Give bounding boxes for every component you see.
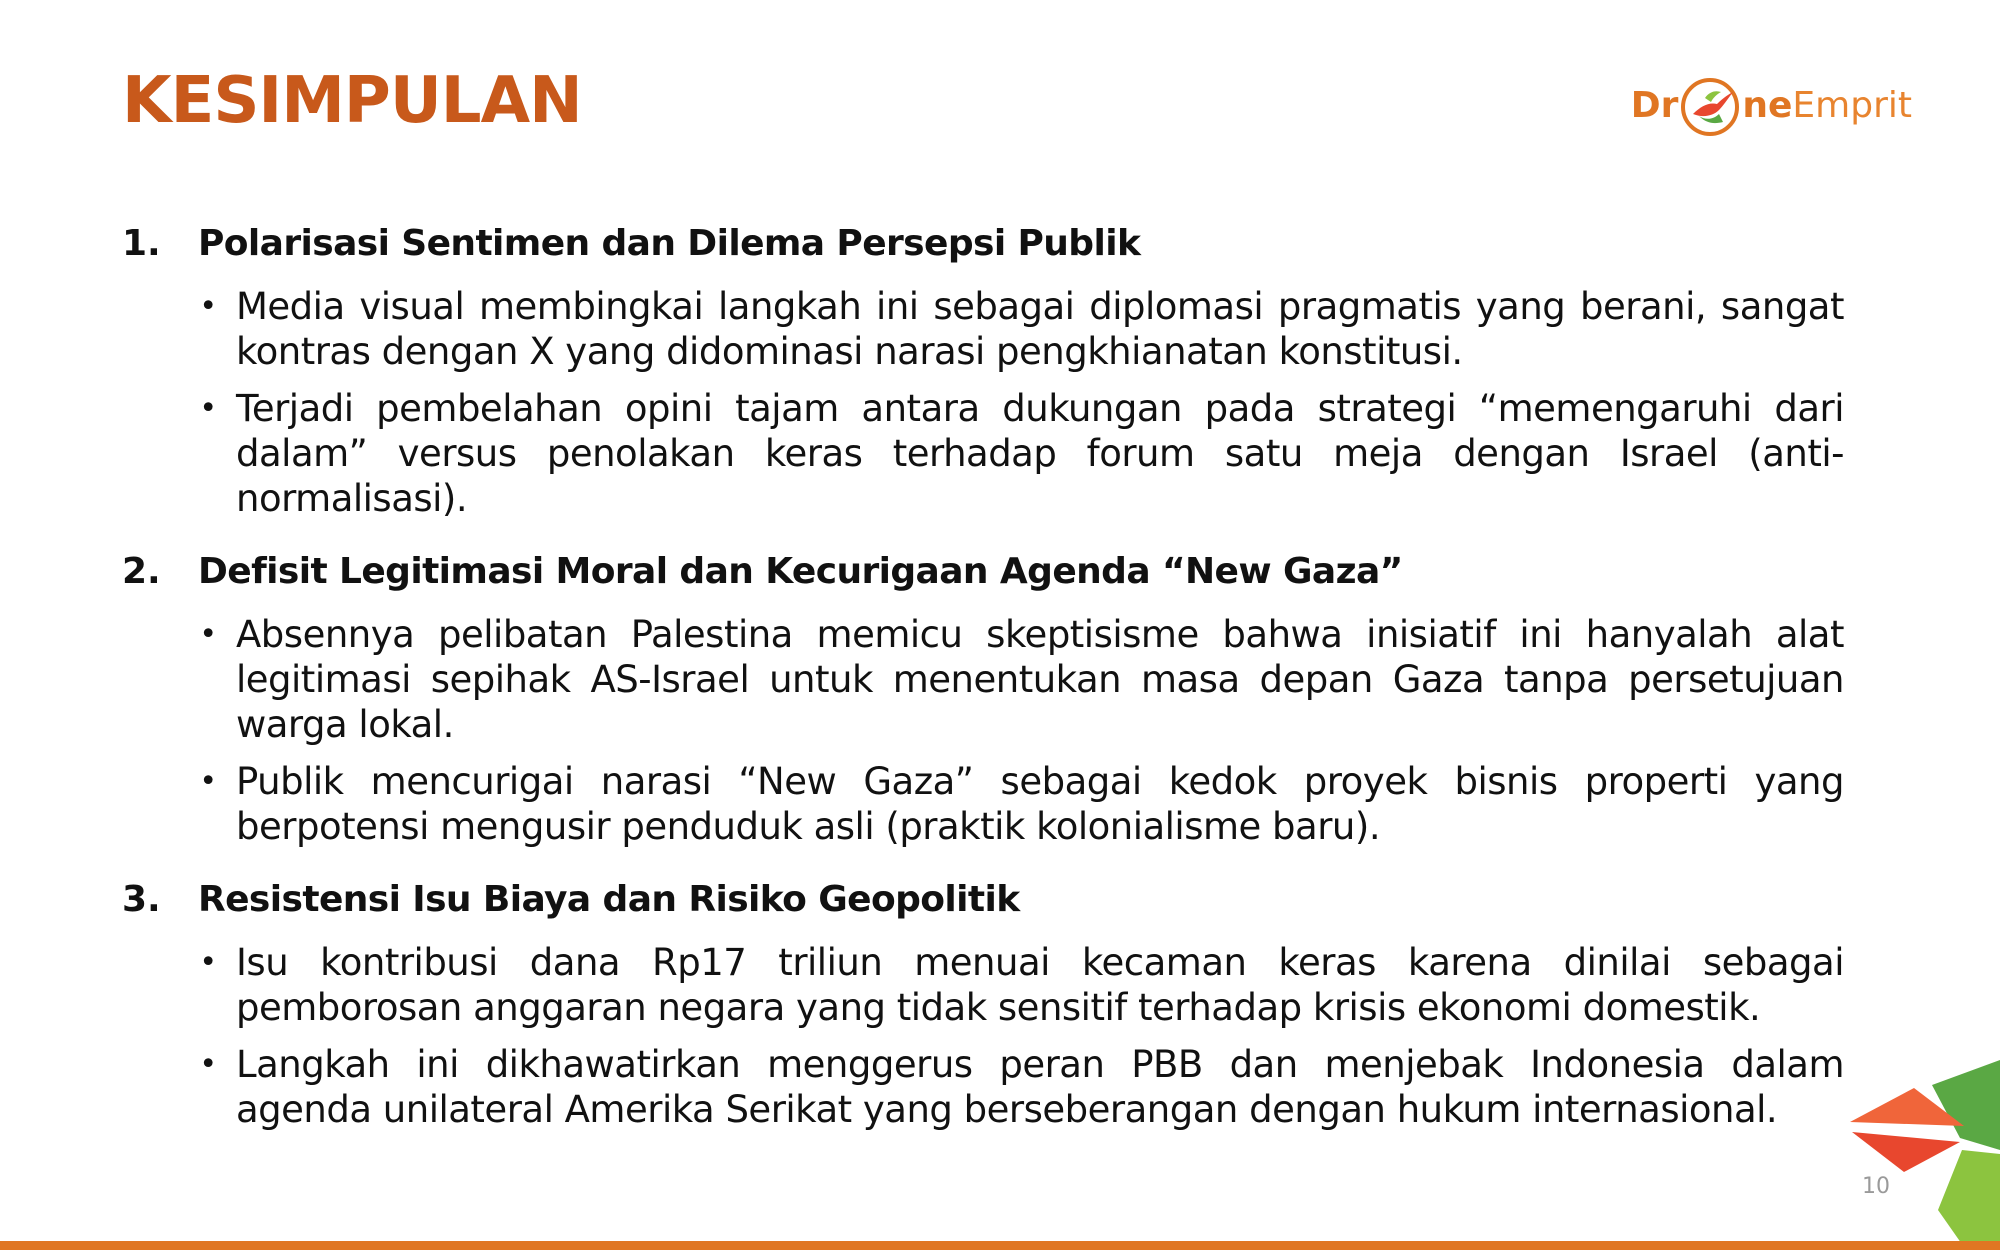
drone-bird-logo-icon: [1679, 76, 1741, 138]
deco-lime-shape: [1938, 1150, 2000, 1250]
deco-green-shape: [1932, 1060, 2000, 1150]
bullet-dot-icon: •: [199, 945, 217, 980]
bullet-text: Absennya pelibatan Palestina memicu skeptisisme bahwa inisiatif ini hanyalah alat legitimasi sepihak AS-Israel untuk menentukan masa depan Gaza tanpa persetujuan warga lokal.: [236, 613, 1844, 746]
bullet-item: [198, 386, 1844, 521]
bullet-item: [198, 940, 1844, 1030]
bullet-text: Publik mencurigai narasi “New Gaza” sebagai kedok proyek bisnis properti yang berpotensi mengusir penduduk asli (praktik kolonialisme baru).: [236, 760, 1844, 848]
corner-decoration: [1840, 1050, 2000, 1250]
section-header: [122, 215, 1844, 272]
section-heading: Defisit Legitimasi Moral dan Kecurigaan Agenda “New Gaza”: [198, 551, 1403, 592]
bottom-accent-bar: [0, 1241, 2000, 1250]
bullet-text: Media visual membingkai langkah ini sebagai diplomasi pragmatis yang berani, sangat kontras dengan X yang didominasi narasi pengkhianatan konstitusi.: [236, 285, 1844, 373]
logo-text: [1631, 76, 1912, 138]
bullet-text: Langkah ini dikhawatirkan menggerus peran PBB dan menjebak Indonesia dalam agenda unilateral Amerika Serikat yang berseberangan dengan hukum internasional.: [236, 1043, 1844, 1131]
bullet-dot-icon: •: [199, 289, 217, 324]
logo-text-part1: Dr: [1630, 85, 1679, 126]
bullet-dot-icon: •: [199, 617, 217, 652]
section-number: 3.: [122, 879, 161, 920]
bullet-dot-icon: •: [199, 391, 217, 426]
section-number: 1.: [122, 223, 161, 264]
conclusion-section: [122, 871, 1844, 1132]
section-heading: Resistensi Isu Biaya dan Risiko Geopolitik: [198, 879, 1020, 920]
section-heading: Polarisasi Sentimen dan Dilema Persepsi Publik: [198, 223, 1141, 264]
deco-red-shape: [1852, 1132, 1960, 1172]
bullet-list: [122, 612, 1844, 849]
bullet-item: [198, 1042, 1844, 1132]
section-number: 2.: [122, 551, 161, 592]
bullet-dot-icon: •: [199, 764, 217, 799]
bullet-item: [198, 284, 1844, 374]
logo: [1631, 72, 1912, 142]
bullet-dot-icon: •: [199, 1047, 217, 1082]
bullet-text: Terjadi pembelahan opini tajam antara dukungan pada strategi “memengaruhi dari dalam” versus penolakan keras terhadap forum satu meja dengan Israel (anti-normalisasi).: [236, 387, 1844, 520]
page-number: 10: [1862, 1174, 1890, 1199]
logo-text-part3: Emprit: [1792, 85, 1912, 126]
conclusion-section: [122, 215, 1844, 521]
section-header: [122, 871, 1844, 928]
section-header: [122, 543, 1844, 600]
bullet-text: Isu kontribusi dana Rp17 triliun menuai kecaman keras karena dinilai sebagai pemborosan anggaran negara yang tidak sensitif terhadap krisis ekonomi domestik.: [236, 941, 1844, 1029]
logo-text-part2: ne: [1742, 85, 1793, 126]
bullet-item: [198, 759, 1844, 849]
page-title: KESIMPULAN: [122, 64, 582, 138]
conclusion-list: [122, 215, 1844, 1154]
bullet-list: [122, 284, 1844, 521]
bullet-list: [122, 940, 1844, 1132]
bullet-item: [198, 612, 1844, 747]
conclusion-section: [122, 543, 1844, 849]
